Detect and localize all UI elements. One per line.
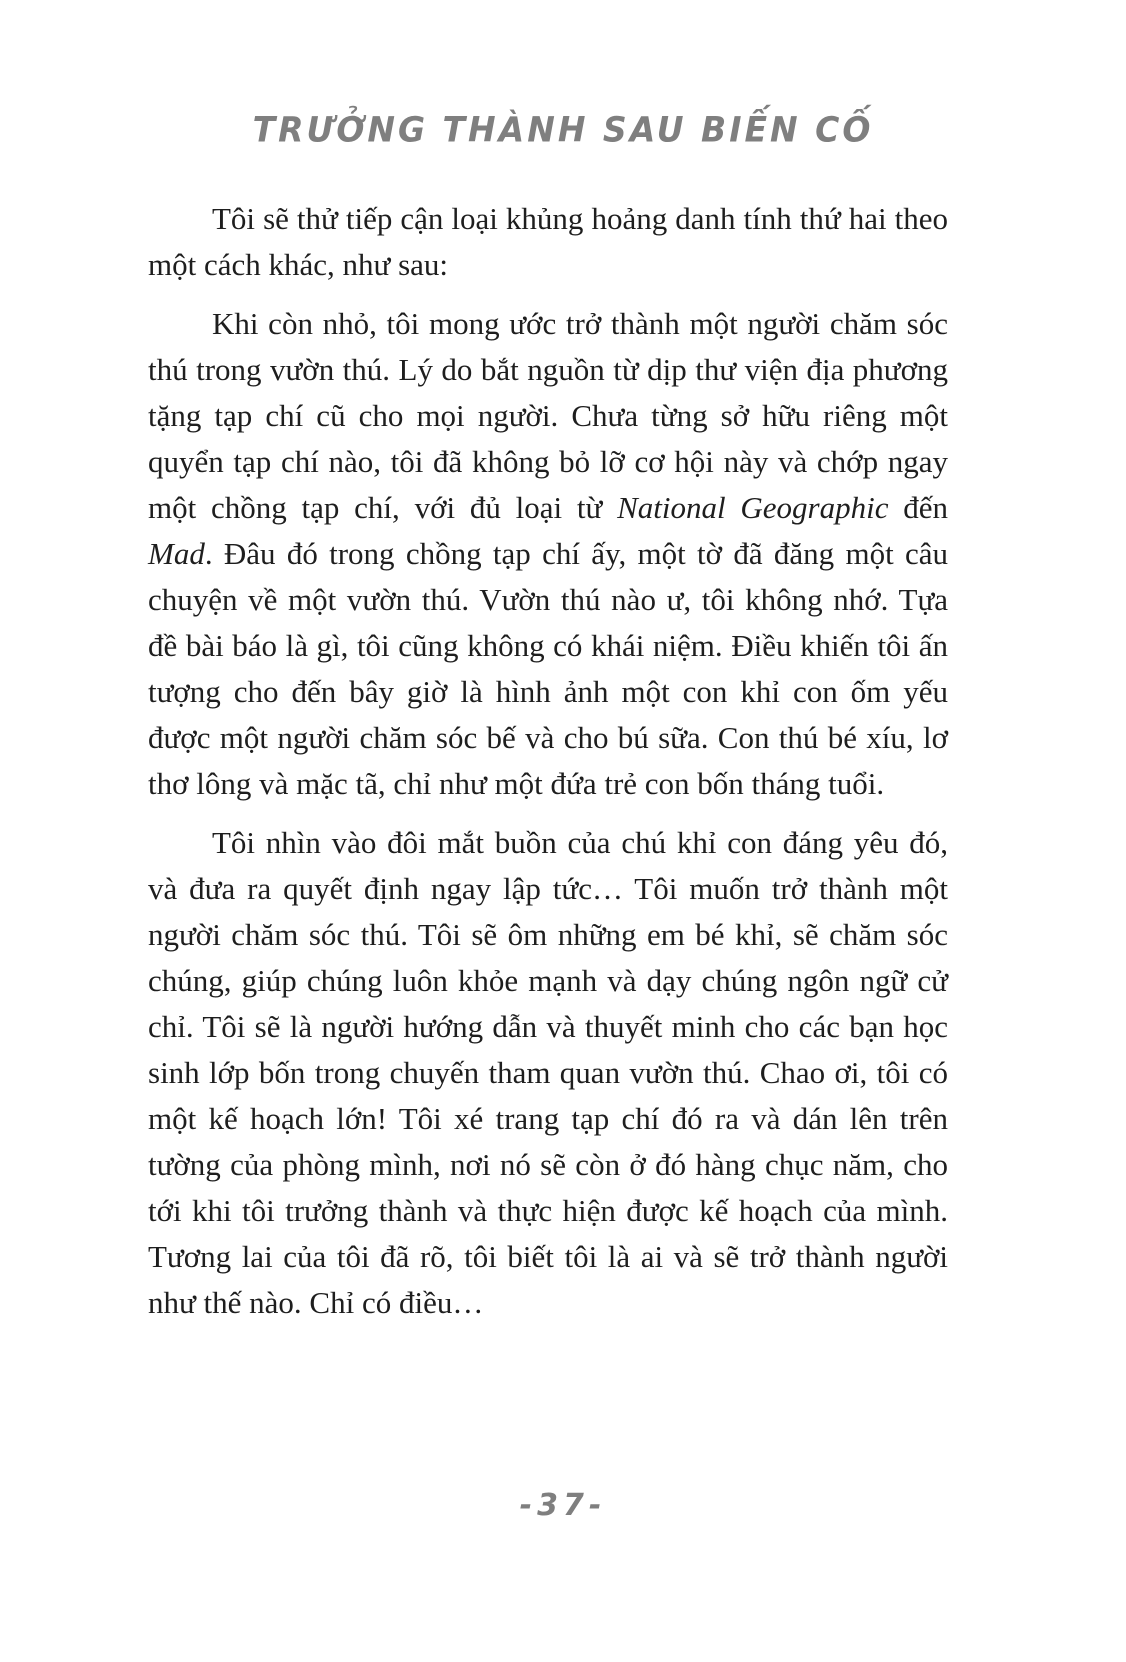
- paragraph-text: Tôi sẽ thử tiếp cận loại khủng hoảng danh tính thứ hai theo một cách khác, như sau:: [148, 201, 948, 282]
- page-number: -37-: [519, 1488, 607, 1523]
- paragraph-intro: [148, 196, 948, 288]
- magazine-title-national-geographic: National Geographic: [617, 490, 889, 525]
- paragraph-text: đến: [888, 490, 948, 525]
- paragraph-text: Tôi nhìn vào đôi mắt buồn của chú khỉ con đáng yêu đó, và đưa ra quyết định ngay lập tức… Tôi muốn trở thành một người chăm sóc thú. Tôi sẽ ôm những em bé khỉ, sẽ chăm sóc chúng, giúp chúng luôn khỏe mạnh và dạy chúng ngôn ngữ cử chỉ. Tôi sẽ là người hướng dẫn và thuyết minh cho các bạn học sinh lớp bốn trong chuyến tham quan vườn thú. Chao ơi, tôi có một kế hoạch lớn! Tôi xé trang tạp chí đó ra và dán lên trên tường của phòng mình, nơi nó sẽ còn ở đó hàng chục năm, cho tới khi tôi trưởng thành và thực hiện được kế hoạch của mình. Tương lai của tôi đã rõ, tôi biết tôi là ai và sẽ trở thành người như thế nào. Chỉ có điều…: [148, 825, 948, 1320]
- page-content: [148, 196, 948, 1326]
- running-header-title: TRƯỞNG THÀNH SAU BIẾN CỐ: [252, 109, 874, 150]
- paragraph-childhood-dream: [148, 301, 948, 807]
- paragraph-text: Khi còn nhỏ, tôi mong ước trở thành một người chăm sóc thú trong vườn thú. Lý do bắt nguồn từ dịp thư viện địa phương tặng tạp chí cũ cho mọi người. Chưa từng sở hữu riêng một quyển tạp chí nào, tôi đã không bỏ lỡ cơ hội này và chớp ngay một chồng tạp chí, với đủ loại từ: [148, 306, 948, 525]
- paragraph-decision: [148, 820, 948, 1326]
- paragraph-text: . Đâu đó trong chồng tạp chí ấy, một tờ đã đăng một câu chuyện về một vườn thú. Vườn thú nào ư, tôi không nhớ. Tựa đề bài báo là gì, tôi cũng không có khái niệm. Điều khiến tôi ấn tượng cho đến bây giờ là hình ảnh một con khỉ con ốm yếu được một người chăm sóc bế và cho bú sữa. Con thú bé xíu, lơ thơ lông và mặc tã, chỉ như một đứa trẻ con bốn tháng tuổi.: [148, 536, 948, 801]
- magazine-title-mad: Mad: [148, 536, 205, 571]
